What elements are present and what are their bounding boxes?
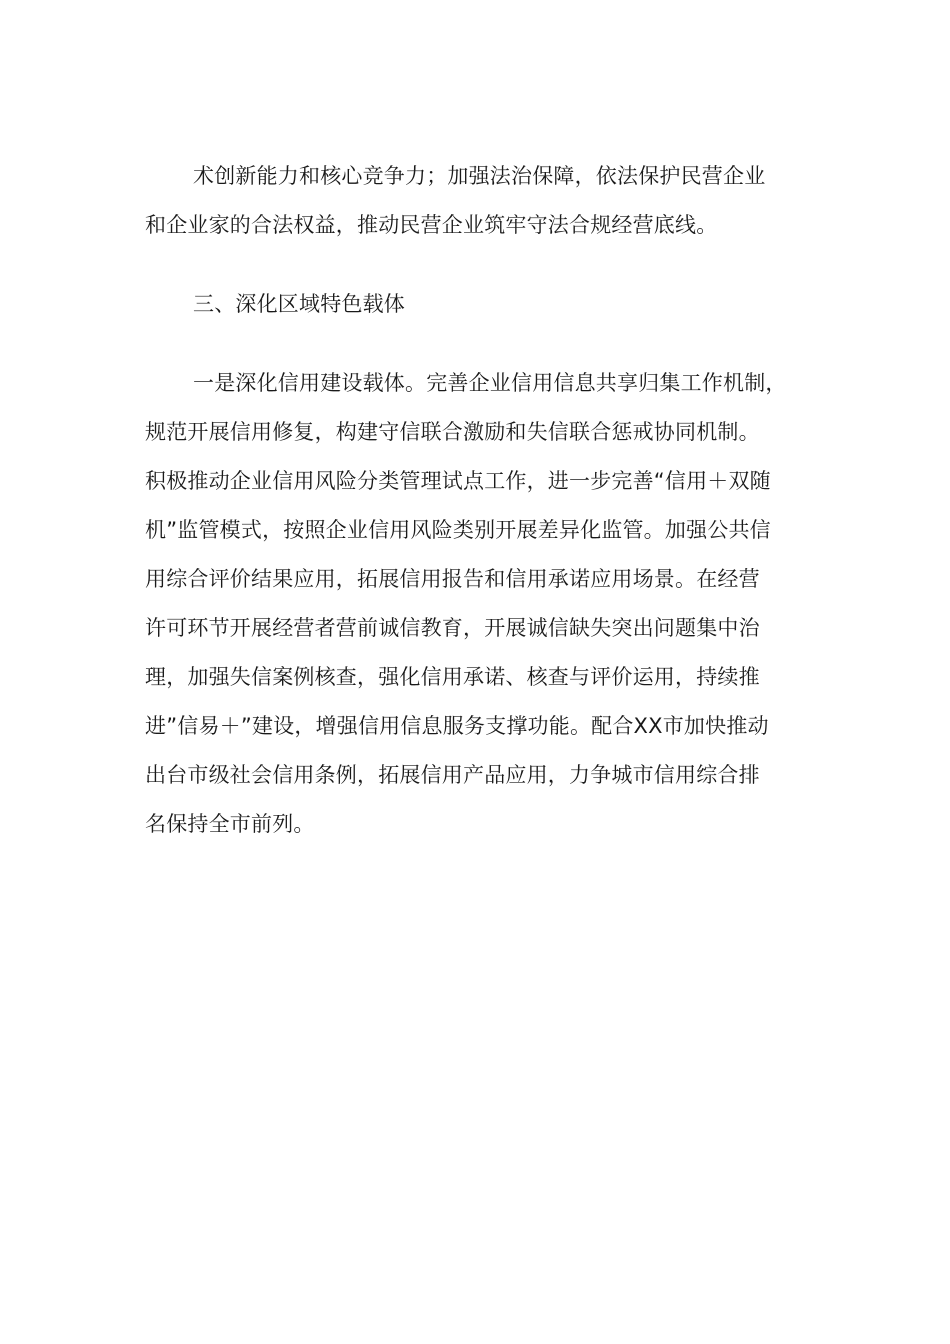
paragraph-line: 机”监管模式，按照企业信用风险类别开展差异化监管。加强公共信 <box>145 518 771 542</box>
section-heading <box>145 280 825 329</box>
paragraph-line: 进”信易＋”建设，增强信用信息服务支撑功能。配合XX市加快推动 <box>145 714 769 738</box>
paragraph-line: 理，加强失信案例核查，强化信用承诺、核查与评价运用，持续推 <box>145 665 760 689</box>
paragraph-line: 许可环节开展经营者营前诚信教育，开展诚信缺失突出问题集中治 <box>145 616 760 640</box>
paragraph-gap <box>145 329 825 359</box>
paragraph-gap <box>145 250 825 280</box>
document-body <box>145 152 825 849</box>
paragraph-line: 出台市级社会信用条例，拓展信用产品应用，力争城市信用综合排 <box>145 763 760 787</box>
paragraph-line: 规范开展信用修复，构建守信联合激励和失信联合惩戒协同机制。 <box>145 420 760 444</box>
paragraph-line: 和企业家的合法权益，推动民营企业筑牢守法合规经营底线。 <box>145 213 718 237</box>
heading-text: 三、深化区域特色载体 <box>193 292 405 316</box>
paragraph-line: 术创新能力和核心竞争力；加强法治保障，依法保护民营企业 <box>193 164 766 188</box>
paragraph-line: 用综合评价结果应用，拓展信用报告和信用承诺应用场景。在经营 <box>145 567 760 591</box>
paragraph-line: 一是深化信用建设载体。完善企业信用信息共享归集工作机制， <box>193 371 787 395</box>
paragraph-credit-construction <box>145 359 825 849</box>
paragraph-innovation-legal <box>145 152 825 250</box>
paragraph-line: 名保持全市前列。 <box>145 812 315 836</box>
paragraph-line: 积极推动企业信用风险分类管理试点工作，进一步完善“信用＋双随 <box>145 469 771 493</box>
